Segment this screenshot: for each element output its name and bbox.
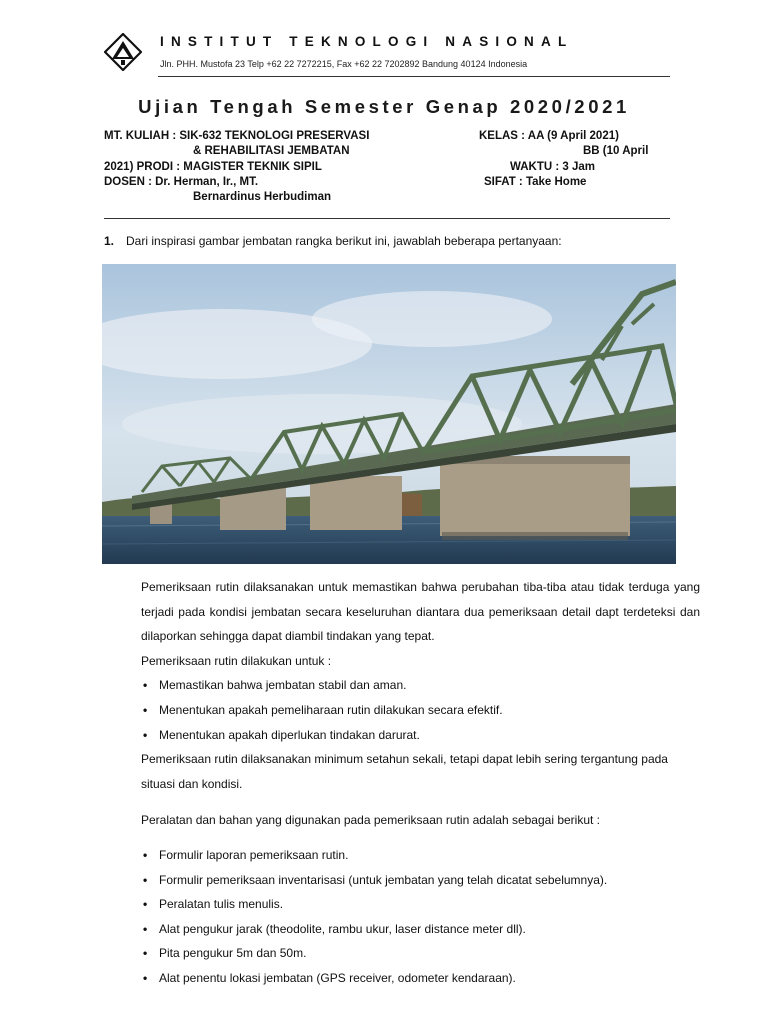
header-divider (158, 76, 670, 77)
lecturer-line: DOSEN : Dr. Herman, Ir., MT. (104, 176, 259, 188)
exam-title: Ujian Tengah Semester Genap 2020/2021 (138, 96, 630, 117)
class-line-2: BB (10 April (583, 145, 649, 157)
program-line: 2021) PRODI : MAGISTER TEKNIK SIPIL (104, 161, 322, 173)
paragraph-equipment-intro: Peralatan dan bahan yang digunakan pada pemeriksaan rutin adalah sebagai berikut : (141, 813, 600, 827)
purpose-list (141, 673, 700, 747)
meta-divider (104, 218, 670, 219)
list-item: • Pita pengukur 5m dan 50m. (141, 941, 700, 966)
paragraph-purpose-intro: Pemeriksaan rutin dilakukan untuk : (141, 653, 332, 668)
question-number: 1. (104, 234, 115, 248)
duration-line: WAKTU : 3 Jam (510, 161, 595, 173)
list-item: • Alat pengukur jarak (theodolite, rambu ukur, laser distance meter dll). (141, 917, 700, 942)
class-line: KELAS : AA (9 April 2021) (479, 130, 619, 142)
paragraph-frequency: Pemeriksaan rutin dilaksanakan minimum setahun sekali, tetapi dapat lebih sering tergantung pada situasi dan kondisi. (141, 752, 668, 791)
truss-bridge-photo (102, 264, 676, 564)
list-item: • Alat penentu lokasi jembatan (GPS receiver, odometer kendaraan). (141, 966, 700, 991)
question-text: Dari inspirasi gambar jembatan rangka berikut ini, jawablah beberapa pertanyaan: (126, 234, 562, 248)
list-item: • Memastikan bahwa jembatan stabil dan aman. (141, 673, 700, 698)
equipment-intro-block (141, 808, 700, 833)
equipment-block (141, 843, 700, 991)
course-line-2: & REHABILITASI JEMBATAN (193, 145, 350, 157)
question-1 (104, 234, 562, 248)
course-label-line: MT. KULIAH : SIK-632 TEKNOLOGI PRESERVASI (104, 130, 370, 142)
nature-line: SIFAT : Take Home (484, 176, 587, 188)
institute-logo-icon (104, 33, 142, 71)
list-item: • Formulir laporan pemeriksaan rutin. (141, 843, 700, 868)
institute-name: INSTITUT TEKNOLOGI NASIONAL (160, 34, 574, 49)
institute-address: Jln. PHH. Mustofa 23 Telp +62 22 7272215, Fax +62 22 7202892 Bandung 40124 Indonesia (160, 59, 528, 69)
list-item: • Menentukan apakah diperlukan tindakan darurat. (141, 723, 700, 748)
list-item: • Peralatan tulis menulis. (141, 892, 700, 917)
list-item: • Formulir pemeriksaan inventarisasi (untuk jembatan yang telah dicatat sebelumnya). (141, 868, 700, 893)
paragraph-routine-inspection: Pemeriksaan rutin dilaksanakan untuk memastikan bahwa perubahan tiba-tiba atau tidak terduga yang terjadi pada kondisi jembatan secara keseluruhan diantara dua pemeriksaan detail dapt terdeteksi dan dilaporkan sehingga dapat diambil tindakan yang tepat. (141, 580, 700, 644)
list-item: • Menentukan apakah pemeliharaan rutin dilakukan secara efektif. (141, 698, 700, 723)
equipment-list (141, 843, 700, 991)
content-block (141, 575, 700, 796)
lecturer-line-2: Bernardinus Herbudiman (193, 191, 332, 203)
